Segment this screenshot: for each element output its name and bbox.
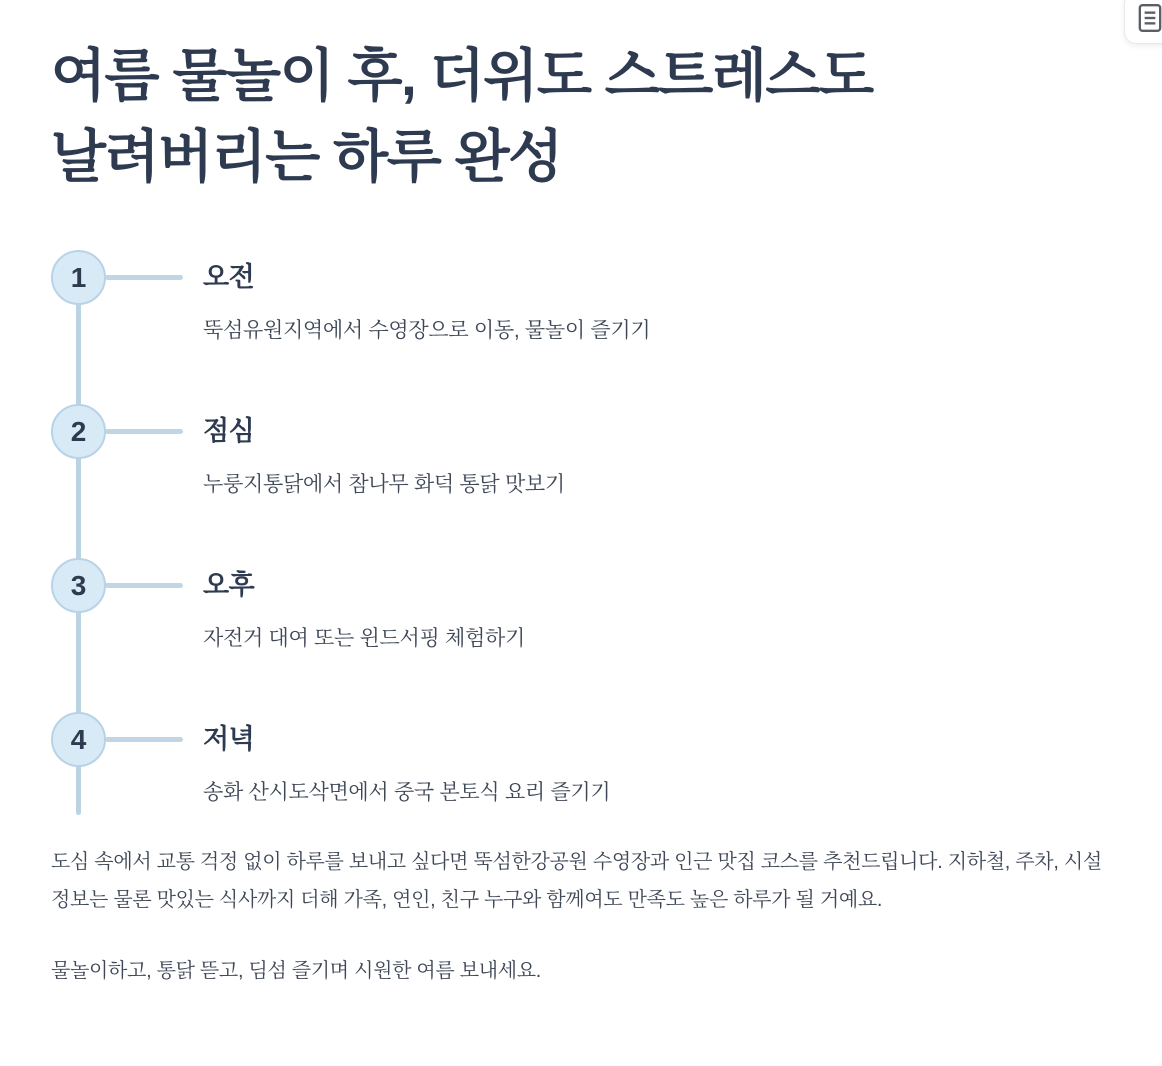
step-description: 뚝섬유원지역에서 수영장으로 이동, 물놀이 즐기기 [203,319,651,342]
step-time-label: 점심 [203,416,255,446]
list-document-button[interactable] [1124,0,1162,44]
outro-paragraph-1: 도심 속에서 교통 걱정 없이 하루를 보내고 싶다면 뚝섬한강공원 수영장과 인근 맛집 코스를 추천드립니다. 지하철, 주차, 시설 정보는 물론 맛있는 식사까지 더해 가족, 연인, 친구 누구와 함께여도 만족도 높은 하루가 될 거예요. [51,851,1102,911]
step-description: 누룽지통닭에서 참나무 화덕 통닭 맛보기 [203,473,565,496]
step-number-badge [51,250,106,305]
step-number: 4 [70,723,87,755]
timeline-horizontal-connector [105,583,183,588]
step-number-badge [51,558,106,613]
step-time-label: 오후 [203,570,255,600]
page-title-line-1: 여름 물놀이 후, 더위도 스트레스도 [51,44,873,108]
timeline-step-4 [51,712,1102,866]
page-title-line-2: 날려버리는 하루 완성 [51,125,562,189]
page-title [51,30,1102,198]
timeline-step-3 [51,558,1102,712]
itinerary-timeline [51,250,1102,817]
outro-paragraph-2: 물놀이하고, 통닭 뜯고, 딤섬 즐기며 시원한 여름 보내세요. [51,960,542,982]
step-time-label: 저녁 [203,724,255,754]
timeline-step-2 [51,404,1102,558]
step-description: 자전거 대여 또는 윈드서핑 체험하기 [203,627,525,650]
timeline-horizontal-connector [105,737,183,742]
step-description: 송화 산시도삭면에서 중국 본토식 요리 즐기기 [203,781,611,804]
timeline-step-1 [51,250,1102,404]
step-number: 3 [70,569,87,601]
step-time-label: 오전 [203,262,255,292]
list-document-icon [1137,3,1162,33]
timeline-horizontal-connector [105,275,183,280]
step-number-badge [51,712,106,767]
step-number-badge [51,404,106,459]
step-number: 2 [70,415,87,447]
step-number: 1 [70,261,87,293]
timeline-horizontal-connector [105,429,183,434]
